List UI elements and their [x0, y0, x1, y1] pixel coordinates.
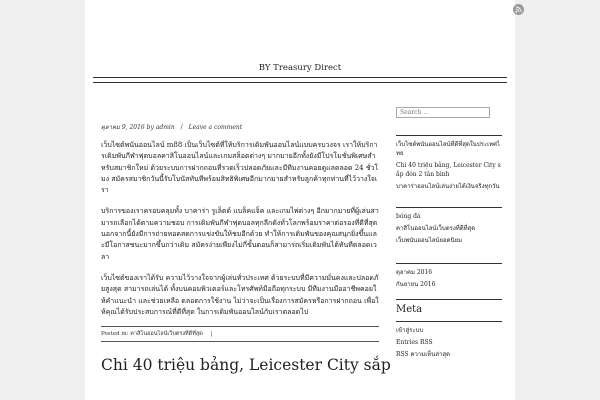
meta-link[interactable]: Entries RSS: [396, 339, 433, 346]
meta-widget-title: Meta: [396, 304, 423, 315]
post-date[interactable]: ตุลาคม 9, 2016: [101, 124, 145, 131]
footer-separator: |: [210, 331, 213, 338]
recent-post-link[interactable]: เว็บไซต์พนันออนไลน์ที่ดีที่สุดในประเทศไทย: [396, 141, 500, 157]
search-input[interactable]: [396, 107, 490, 118]
header-rule-bottom: [93, 82, 507, 83]
rss-icon[interactable]: [513, 4, 524, 15]
post-author[interactable]: admin: [155, 124, 175, 131]
post-footer: [101, 326, 379, 342]
archive-link[interactable]: กันยายน 2016: [396, 281, 436, 288]
recent-post-link[interactable]: Chi 40 triệu bảng, Leicester City sắp đón 2 tân binh: [396, 162, 501, 178]
post-paragraph: บริการของเราครอบคลุมทั้ง บาคาร่า รูเล็ตต์ แบล็คแจ็ค และเกมไพ่ต่างๆ อีกมากมายที่ผู้เล่นสามารถเลือกได้ตามความชอบ การเดิมพันกีฬาฟุตบอลทุกลีกดังทั่วโลกพร้อมราคาต่อรองที่ดีที่สุด นอกจากนี้ยังมีการถ่ายทอดสดการแข่งขันให้ชมอีกด้วย ทำให้การเดิมพันของคุณสนุกยิ่งขึ้นและมีโอกาสชนะมากขึ้นกว่าเดิม สมัครง่ายเพียงไม่กี่ขั้นตอนก็สามารถเริ่มเดิมพันได้ทันทีตลอดเวลา: [101, 207, 379, 261]
next-post-title[interactable]: Chi 40 triệu bảng, Leicester City sắp: [101, 356, 391, 375]
meta-link[interactable]: RSS ความเห็นล่าสุด: [396, 351, 450, 358]
post-paragraph: เว็บไซต์ของเราได้รับ ความไว้วางใจจากผู้เล่นทั่วประเทศ ด้วยระบบที่มีความมั่นคงและปลอดภัยสูงสุด สามารถเล่นได้ ทั้งบนคอมพิวเตอร์และโทรศัพท์มือถือทุกระบบ มีทีมงานมืออาชีพคอยให้คำแนะนำ และช่วยเหลือ ตลอดการใช้งาน ไม่ว่าจะเป็นเรื่องการสมัครหรือการฝากถอน เพื่อให้คุณได้รับประสบการณ์ที่ดีที่สุด ในการเดิมพันออนไลน์กับเราตลอดไป: [101, 273, 379, 316]
meta-separator: /: [180, 124, 183, 131]
category-link[interactable]: เว็บพนันออนไลน์ยอดนิยม: [396, 237, 463, 244]
archives-widget: [396, 263, 502, 289]
meta-widget: [396, 299, 502, 359]
main-content: [101, 122, 391, 375]
meta-link[interactable]: เข้าสู่ระบบ: [396, 327, 424, 334]
posted-in-label: Posted in:: [101, 331, 129, 338]
site-title[interactable]: BY Treasury Direct: [258, 63, 342, 73]
category-link[interactable]: คาสิโนออนไลน์เว็บตรงที่ดีที่สุด: [130, 331, 203, 338]
sidebar: [396, 99, 502, 365]
post-meta: [101, 122, 379, 132]
category-heading-link[interactable]: bóng đá: [396, 213, 421, 220]
recent-post-link[interactable]: บาคาร่าออนไลน์เล่นง่ายได้เงินจริงทุกวัน: [396, 183, 500, 190]
header-rule-top: [93, 77, 507, 78]
post-by-text: by: [146, 124, 154, 131]
post-paragraph: เว็บไซต์พนันออนไลน์ m88 เป็นเว็บไซต์ที่ให้บริการเดิมพันออนไลน์แบบครบวงจร เราให้บริการเดิมพันกีฬาฟุตบอลคาสิโนออนไลน์และเกมสล็อตต่างๆ มากมายอีกทั้งยังมีโปรโมชั่นพิเศษสำหรับสมาชิกใหม่ ด้วยระบบการฝากถอนที่รวดเร็วปลอดภัยและมีทีมงานคอยดูแลตลอด 24 ชั่วโมง สมัครสมาชิกวันนี้รับโบนัสทันทีพร้อมสิทธิพิเศษอีกมากมายสำหรับลูกค้าทุกท่านที่ไว้วางใจเรา: [101, 141, 379, 195]
leave-comment-link[interactable]: Leave a comment: [188, 124, 243, 131]
categories-widget: [396, 207, 502, 245]
category-link[interactable]: คาสิโนออนไลน์เว็บตรงที่ดีที่สุด: [396, 225, 476, 232]
meta-widget-rule: [396, 321, 502, 359]
recent-posts-widget: [396, 135, 502, 191]
page-container: [85, 0, 515, 400]
archive-link[interactable]: ตุลาคม 2016: [396, 269, 433, 276]
